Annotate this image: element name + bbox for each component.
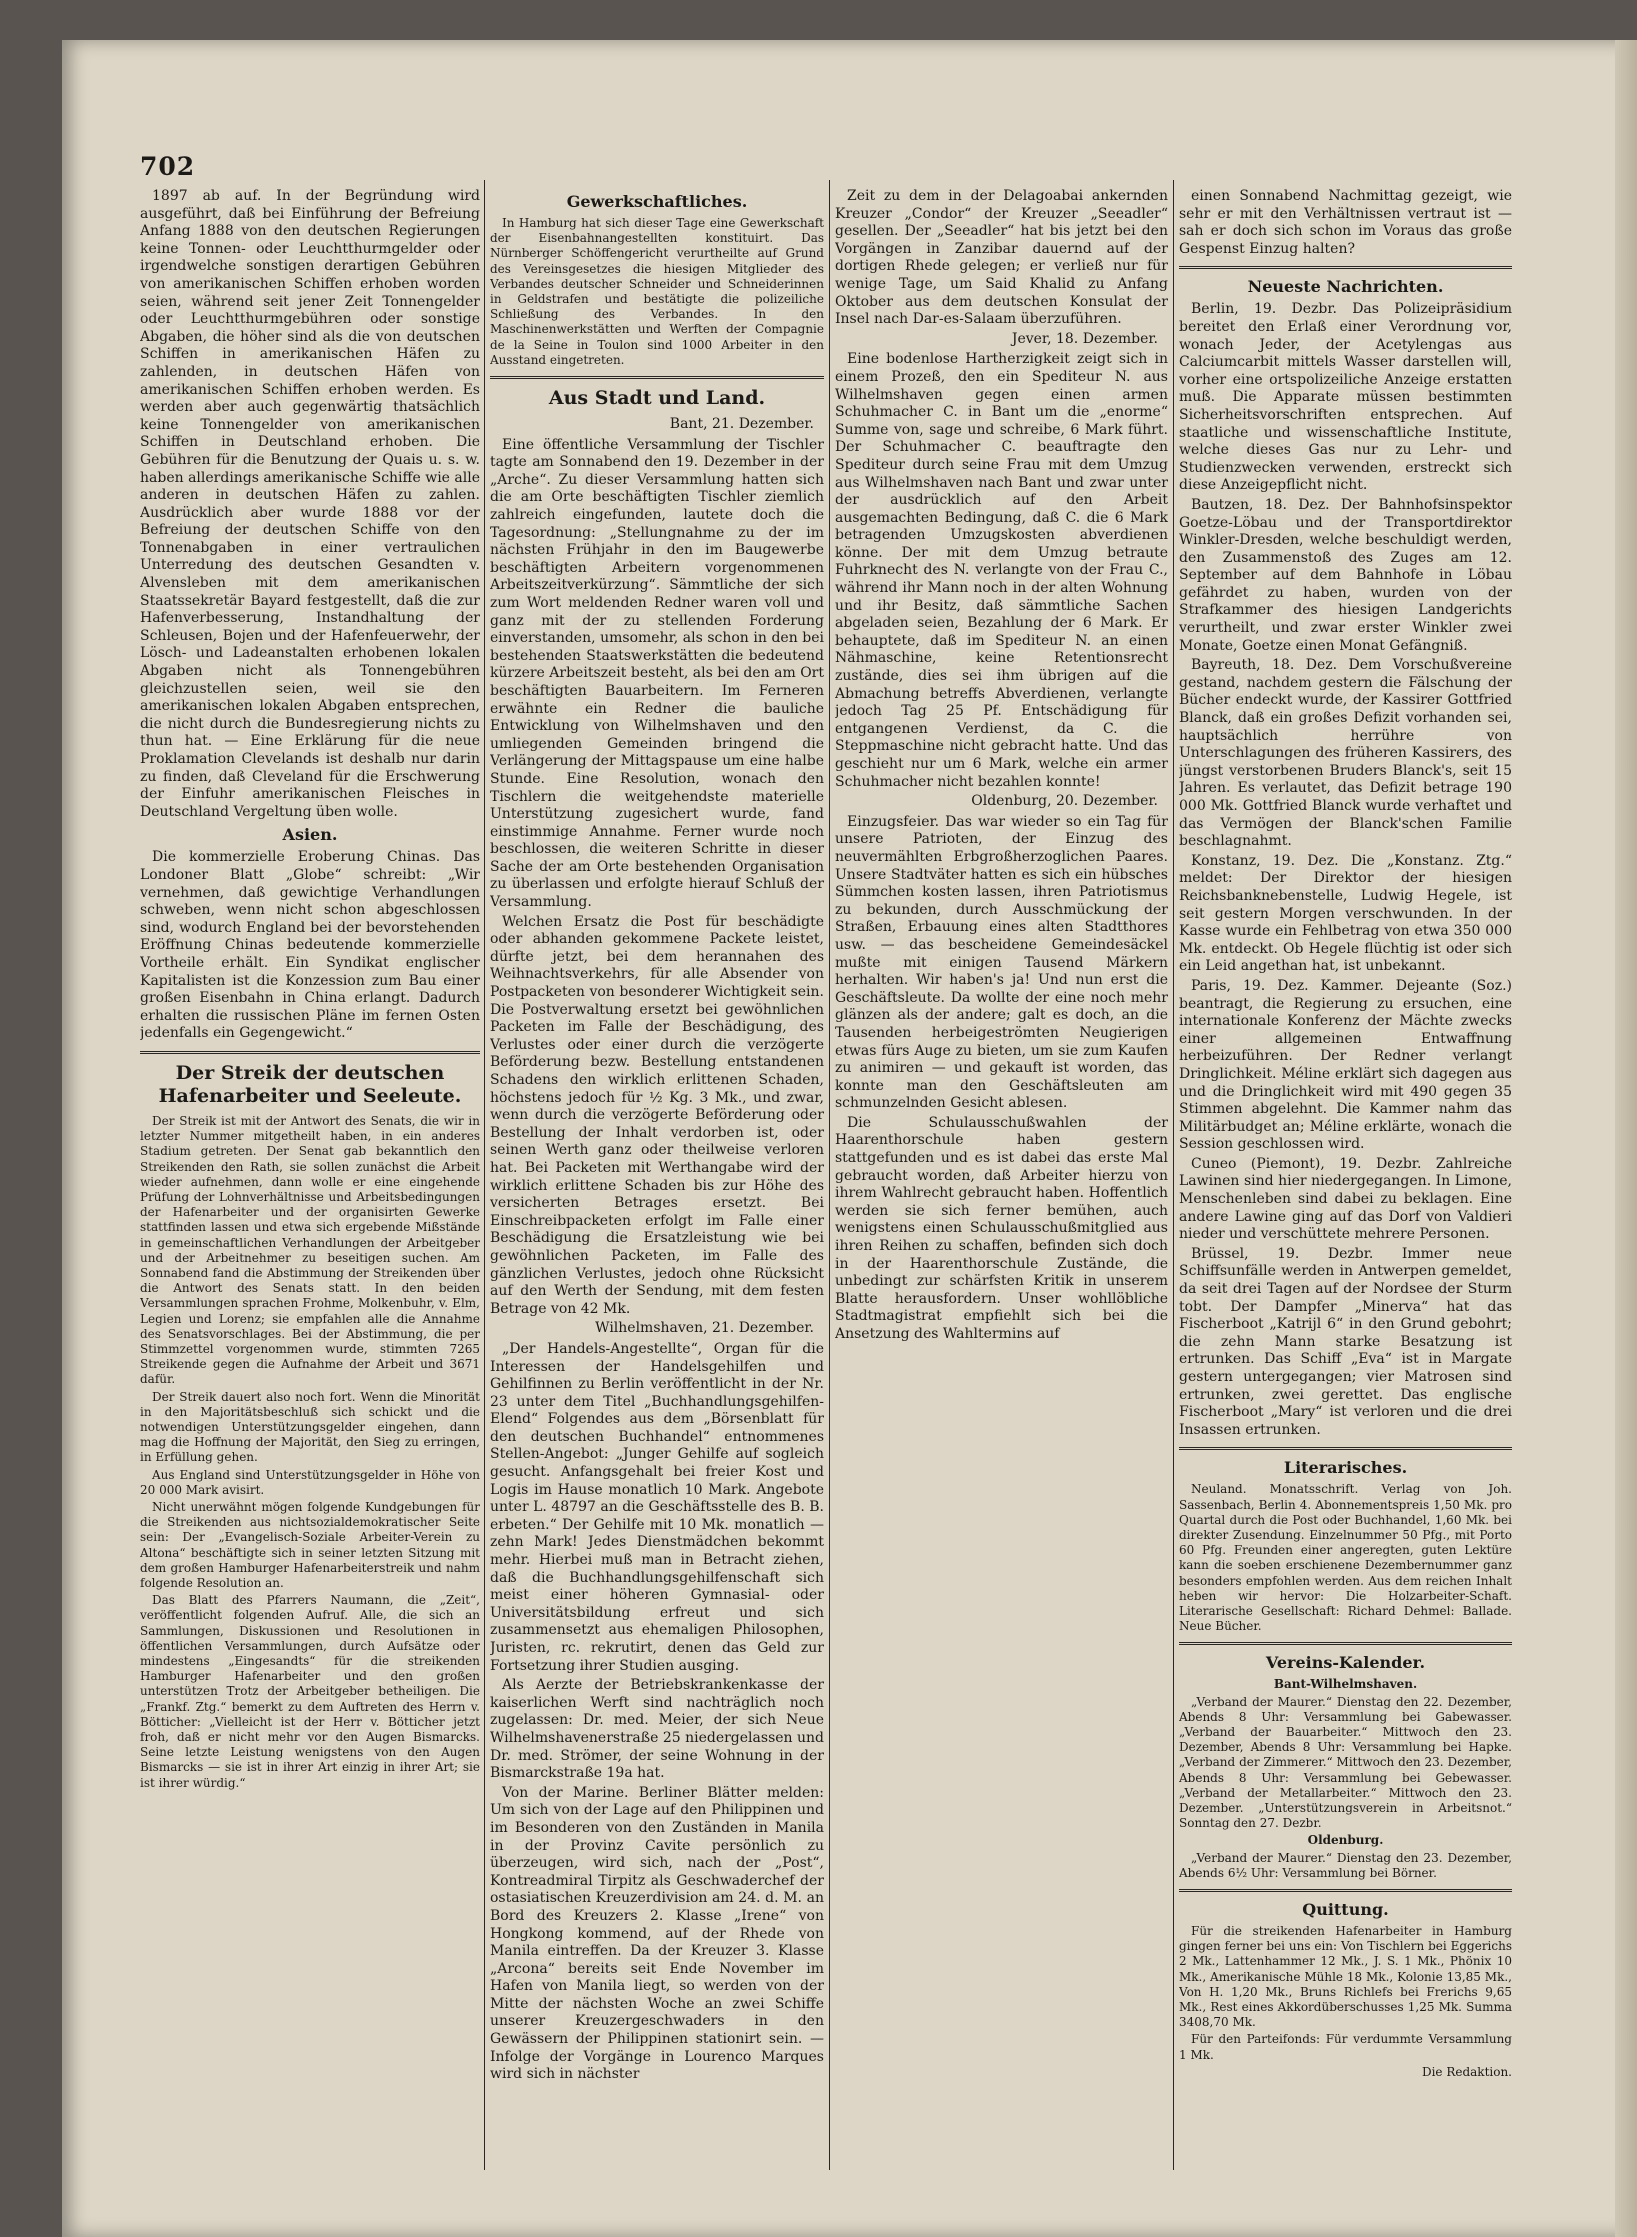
column-3 xyxy=(835,188,1168,2178)
article-text: Für den Parteifonds: Für verdummte Versammlung 1 Mk. xyxy=(1179,2032,1512,2062)
article-text: Aus England sind Unterstützungsgelder in Höhe von 20 000 Mark avisirt. xyxy=(140,1467,480,1497)
article-text: Cuneo (Piemont), 19. Dezbr. Zahlreiche Lawinen sind hier niedergegangen. In Limone, Menschenleben sind dabei zu beklagen. Eine andere Lawine ging auf das Dorf von Valdieri nieder und verschüttete mehrere Personen. xyxy=(1179,1155,1512,1243)
dateline: Oldenburg, 20. Dezember. xyxy=(971,793,1158,810)
column-2 xyxy=(490,188,824,2178)
article-text: Nicht unerwähnt mögen folgende Kundgebungen für die Streikenden aus nichtsozialdemokratischer Seite sein: Der „Evangelisch-Soziale Arbeiter-Verein zu Altona“ beschäftigte sich in seiner letzten Sitzung mit dem großen Hamburger Hafenarbeiterstreik und nahm folgende Resolution an. xyxy=(140,1499,480,1590)
section-heading: Gewerkschaftliches. xyxy=(566,192,748,211)
article-headline: Der Streik der deutschen Hafenarbeiter und Seeleute. xyxy=(158,1061,462,1107)
dateline: Wilhelmshaven, 21. Dezember. xyxy=(595,1320,814,1337)
article-text: 1897 ab auf. In der Begründung wird ausgeführt, daß bei Einführung der Befreiung Anfang 1888 von den deutschen Regierungen keine Tonnen- oder Leuchtthurmgelder oder irgendwelche sonstigen derartigen Gebühren von amerikanischen Schiffen erhoben worden seien, während seit jener Zeit Tonnengelder oder Leuchtthurmgebühren oder sonstige Abgaben, die höher sind als die von deutschen Schiffen in amerikanischen Häfen zu zahlenden, in deutschen Häfen von amerikanischen Schiffen erhoben werden. Es werden aber auch gegenwärtig thatsächlich keine Tonnengelder von amerikanischen Schiffen in Deutschland erhoben. Die Gebühren für die Benutzung der Quais u. s. w. haben allerdings amerikanische Schiffe wie alle anderen in deutschen Häfen zu zahlen. Ausdrücklich aber wurde 1888 vor der Befreiung der deutschen Schiffe von den Tonnenabgaben in einer vertraulichen Unterredung des deutschen Gesandten v. Alvensleben mit dem amerikanischen Staatssekretär Bayard festgestellt, daß die zur Hafenverbesserung, Instandhaltung der Schleusen, Bojen und der Hafenfeuerwehr, der Lösch- und Ladeanstalten erhobenen lokalen Abgaben nicht als Tonnengebühren gleichzustellen seien, weil sie den amerikanischen lokalen Abgaben entsprechen, die nicht durch die Bundesregierung nichts zu thun hat. — Eine Erklärung für die neue Proklamation Clevelands ist deshalb nur darin zu finden, daß Cleveland für die Erschwerung der Einfuhr amerikanischen Fleisches in Deutschland Vergeltung üben wolle. xyxy=(140,188,480,820)
article-text: Brüssel, 19. Dezbr. Immer neue Schiffsunfälle werden in Antwerpen gemeldet, da seit drei Tagen auf der Nordsee der Sturm tobt. Der Dampfer „Minerva“ hat das Fischerboot „Katrijl 6“ in den Grund gebohrt; die zehn Mann starke Besatzung ist ertrunken. Das Schiff „Eva“ ist in Margate gestern untergegangen; vier Matrosen sind ertrunken, zwei gerettet. Das englische Fischerboot „Mary“ ist verloren und die drei Insassen ertrunken. xyxy=(1179,1245,1512,1438)
section-divider xyxy=(1179,1642,1512,1645)
column-rule xyxy=(484,180,485,2170)
article-text: Eine öffentliche Versammlung der Tischler tagte am Sonnabend den 19. Dezember in der „Arche“. Zu dieser Versammlung hatten sich die am Orte beschäftigten Tischler ziemlich zahlreich eingefunden, lautete doch die Tagesordnung: „Stellungnahme zu der im nächsten Frühjahr in den im Baugewerbe beschäftigten Arbeitern vorgenommenen Arbeitszeitverkürzung“. Sämmtliche der sich zum Wort meldenden Redner waren voll und ganz mit der zu stellenden Forderung einverstanden, umsomehr, als schon in den bei bestehenden Staatswerkstätten die bedeutend kürzere Arbeitszeit besteht, als bei den am Ort beschäftigten Bauarbeitern. Im Ferneren erwähnte ein Redner die bauliche Entwicklung von Wilhelmshaven und den umliegenden Gemeinden bringend die Verlängerung der Mittagspause um eine halbe Stunde. Eine Resolution, wonach den Tischlern die weitgehendste materielle Unterstützung zugesichert wurde, fand einstimmige Annahme. Ferner wurde noch beschlossen, die weiteren Schritte in dieser Sache der am Orte bestehenden Organisation zu überlassen und erfolgte hierauf Schluß der Versammlung. xyxy=(490,436,824,911)
article-text: Von der Marine. Berliner Blätter melden: Um sich von der Lage auf den Philippinen und im Besonderen von den Zuständen in Manila in der Provinz Cavite persönlich zu überzeugen, wird sich, nach der „Post“, Kontreadmiral Tirpitz als Geschwaderchef der ostasiatischen Kreuzerdivision am 24. d. M. an Bord des Kreuzers 2. Klasse „Irene“ von Hongkong kommend, auf der Rhede von Manila eintreffen. Da der Kreuzer 3. Klasse „Arcona“ bereits seit Ende November im Hafen von Manila liegt, so werden von der Mitte der nächsten Woche an zwei Schiffe unserer Kreuzergeschwaders in den Gewässern der Philippinen stationirt sein. — Infolge der Vorgänge in Lourenco Marques wird sich in nächster xyxy=(490,1784,824,2083)
article-text: einen Sonnabend Nachmittag gezeigt, wie sehr er mit den Verhältnissen vertraut ist — sah er doch sich schon im Voraus das große Gespenst Einzug halten? xyxy=(1179,188,1512,257)
article-text: Die Schulausschußwahlen der Haarenthorschule haben gestern stattgefunden und es ist dabei das erste Mal gebraucht worden, daß Arbeiter hierzu von ihrem Wahlrecht gebraucht haben. Hoffentlich werden sie sich ferner bemühen, auch wenigstens einen Schulausschußmitglied aus ihren Reihen zu schaffen, befinden sich doch in der Haarenthorschule Zustände, die unbedingt zur schärfsten Kritik in unserem Blatte herausfordern. Unser wohllöbliche Stadtmagistrat empfiehlt sich bei die Ansetzung des Wahltermins auf xyxy=(835,1114,1168,1342)
dateline: Bant, 21. Dezember. xyxy=(669,416,814,433)
section-subheading: Bant-Wilhelmshaven. xyxy=(1273,1677,1418,1692)
signature: Die Redaktion. xyxy=(1421,2064,1512,2079)
section-divider xyxy=(1179,1889,1512,1892)
article-text: In Hamburg hat sich dieser Tage eine Gewerkschaft der Eisenbahnangestellten konstituirt. Das Nürnberger Schöffengericht verurtheilte auf Grund des Vereinsgesetzes die hiesigen Mitglieder des Verbandes deutscher Schneider und Schneiderinnen in Geldstrafen und bestätigte die polizeiliche Schließung des Verbandes. In den Maschinenwerkstätten und Werften der Compagnie de la Seine in Toulon sind 1000 Arbeiter in den Ausstand eingetreten. xyxy=(490,216,824,367)
section-heading: Vereins-Kalender. xyxy=(1265,1653,1426,1673)
column-rule xyxy=(829,180,830,2170)
article-text: Die kommerzielle Eroberung Chinas. Das Londoner Blatt „Globe“ schreibt: „Wir vernehmen, daß gewichtige Verhandlungen schweben, wenn nicht schon abgeschlossen sind, wodurch England bei der bevorstehenden Eröffnung Chinas bedeutende kommerzielle Vortheile erhält. Ein Syndikat englischer Kapitalisten ist die Konzession zum Bau einer großen Eisenbahn in China erlangt. Dadurch erhalten die russischen Pläne im fernen Osten jedenfalls ein Gegengewicht.“ xyxy=(140,849,480,1042)
section-subheading: Oldenburg. xyxy=(1307,1833,1384,1848)
section-heading: Neueste Nachrichten. xyxy=(1247,277,1444,297)
section-heading: Asien. xyxy=(282,825,338,845)
page-edge xyxy=(1615,40,1637,2237)
article-text: Bayreuth, 18. Dez. Dem Vorschußvereine gestand, nachdem gestern die Fälschung der Bücher endeckt wurde, der Kassirer Gottfried Blanck, daß ein großes Defizit vorhanden sei, hauptsächlich herrühre von Unterschlagungen des früheren Kassirers, des jüngst verstorbenen Bruders Blanck's, seit 15 Jahren. Es verlautet, das Defizit betrage 190 000 Mk. Gottfried Blanck wurde verhaftet und das Vermögen der Blanck'schen Familie beschlagnahmt. xyxy=(1179,657,1512,850)
article-text: Welchen Ersatz die Post für beschädigte oder abhanden gekommene Packete leistet, dürfte jetzt, bei dem herannahen des Weihnachtsverkehrs, für alle Absender von Postpacketen von besonderer Wichtigkeit sein. Die Postverwaltung ersetzt bei gewöhnlichen Packeten im Falle der Beschädigung, des Verlustes oder einer durch die verzögerte Beförderung bezw. Bestellung entstandenen Schadens den wirklich erlittenen Schaden, höchstens jedoch für ½ Kg. 3 Mk., und zwar, wenn durch die verzögerte Beförderung oder Bestellung der Inhalt verdorben ist, oder seinen Werth ganz oder theilweise verloren hat. Bei Packeten mit Werthangabe wird der wirklich erlittene Schaden bis zur Höhe des versicherten Betrages ersetzt. Bei Einschreibpacketen erfolgt im Falle einer Beschädigung die Ersatzleistung wie bei gewöhnlichen Packeten, im Falle des gänzlichen Verlustes, jedoch ohne Rücksicht auf den Werth der Sendung, mit dem festen Betrage von 42 Mk. xyxy=(490,913,824,1317)
section-divider xyxy=(1179,1447,1512,1450)
dateline: Jever, 18. Dezember. xyxy=(1011,330,1158,347)
article-text: Paris, 19. Dez. Kammer. Dejeante (Soz.) beantragt, die Regierung zu ersuchen, eine internationale Konferenz der Mächte zwecks einer allgemeinen Entwaffnung herbeizuführen. Der Redner verlangt Dringlichkeit. Méline erklärt sich dagegen aus und die Dringlichkeit wird mit 490 gegen 35 Stimmen abgelehnt. Die Kammer nahm das Militärbudget an; Méline erklärte, wonach die Session geschlossen wird. xyxy=(1179,977,1512,1153)
article-text: Der Streik dauert also noch fort. Wenn die Minorität in den Majoritätsbeschluß sich schickt und die notwendigen Unterstützungsgelder eingehen, dann mag die Hoffnung der Majorität, den Sieg zu erringen, in Erfüllung gehen. xyxy=(140,1389,480,1465)
article-text: „Der Handels-Angestellte“, Organ für die Interessen der Handelsgehilfen und Gehilfinnen zu Berlin veröffentlicht in der Nr. 23 unter dem Titel „Buchhandlungsgehilfen-Elend“ Folgendes aus dem „Börsenblatt für den deutschen Buchhandel“ entnommenes Stellen-Angebot: „Junger Gehilfe auf sogleich gesucht. Anfangsgehalt bei freier Kost und Logis im Hause monatlich 10 Mark. Angebote unter L. 48797 an die Geschäftsstelle des B. B. erbeten.“ Der Gehilfe mit 10 Mk. monatlich — zehn Mark! Jedes Dienstmädchen bekommt mehr. Hierbei muß man in Betracht ziehen, daß die Buchhandlungsgehilfenschaft sich meist einer höheren Gymnasial- oder Universitätsbildung erfreut und sich zusammensetzt aus ehemaligen Philosophen, Juristen, rc. rekrutirt, denen das Geld zur Fortsetzung ihrer Studien ausging. xyxy=(490,1340,824,1674)
article-text: Für die streikenden Hafenarbeiter in Hamburg gingen ferner bei uns ein: Von Tischlern bei Eggerichs 2 Mk., Lattenhammer 12 Mk., J. S. 1 Mk., Phönix 10 Mk., Amerikanische Mühle 18 Mk., Kolonie 13,85 Mk., Von H. 1,20 Mk., Bruns Richlefs bei Frerichs 9,65 Mk., Rest eines Akkordüberschusses 1,25 Mk. Summa 3408,70 Mk. xyxy=(1179,1924,1512,2030)
section-divider xyxy=(1179,266,1512,269)
section-heading: Literarisches. xyxy=(1283,1458,1408,1478)
article-text: „Verband der Maurer.“ Dienstag den 23. Dezember, Abends 6½ Uhr: Versammlung bei Börner. xyxy=(1179,1850,1512,1880)
article-text: Einzugsfeier. Das war wieder so ein Tag für unsere Patrioten, der Einzug des neuvermählten Erbgroßherzoglichen Paares. Unsere Stadtväter hatten es sich ein hübsches Sümmchen kosten lassen, ihren Patriotismus zu bekunden, durch Ausschmückung der Straßen, Erbauung eines alten Stadtthores usw. — das bescheidene Gemeindesäckel mußte mit einigen Tausend Märkern herhalten. Wir haben's ja! Und nun erst die Geschäftsleute. Da wollte der eine noch mehr glänzen als der andere; galt es doch, an die Tausenden herbeigeströmten Neugierigen etwas fürs Auge zu bieten, um sie zum Kaufen zu animiren — und gekauft ist worden, das konnte man den Geschäftsleuten am schmunzelnden Gesicht ablesen. xyxy=(835,813,1168,1112)
article-text: Eine bodenlose Hartherzigkeit zeigt sich in einem Prozeß, den ein Spediteur N. aus Wilhelmshaven gegen einen armen Schuhmacher C. in Bant um die „enorme“ Summe von, sage und schreibe, 6 Mark führt. Der Schuhmacher C. beauftragte den Spediteur durch seine Frau mit dem Umzug aus Wilhelmshaven nach Bant und zwar unter der ausdrücklich auf den Arbeit ausgemachten Bedingung, daß C. die 6 Mark betragenden Umzugskosten abverdienen könne. Der mit dem Umzug betraute Fuhrknecht des N. verlangte von der Frau C., während ihr Mann noch in der alten Wohnung und ihr Besitz, daß sämmtliche Sachen abgeladen seien, Bezahlung der 6 Mark. Er behauptete, daß im Spediteur N. an einen Nähmaschine, keine Retentionsrecht zustände, dies sei ihm übrigen auf die Abmachung betreffs Abverdienen, verlangte jedoch Tag 25 Pf. Entschädigung für entgangenen Verdienst, da C. die Steppmaschine nicht gebracht hatte. Und das geschieht nur um 6 Mark, welche ein armer Schuhmacher nicht bezahlen konnte! xyxy=(835,351,1168,790)
column-1 xyxy=(140,188,480,2178)
article-text: Konstanz, 19. Dez. Die „Konstanz. Ztg.“ meldet: Der Direktor der hiesigen Reichsbanknebenstelle, Ludwig Hegele, ist seit gestern Morgen verschwunden. In der Kasse wurde ein Fehlbetrag von etwa 350 000 Mk. entdeckt. Ob Hegele flüchtig ist oder sich ein Leid angethan hat, ist unbekannt. xyxy=(1179,852,1512,975)
section-divider xyxy=(140,1051,480,1054)
section-heading: Quittung. xyxy=(1302,1900,1389,1920)
article-text: Zeit zu dem in der Delagoabai ankernden Kreuzer „Condor“ der Kreuzer „Seeadler“ gesellen. Der „Seeadler“ hat bis jetzt bei den Vorgängen in Zanzibar dauernd auf der dortigen Rhede gelegen; er verließ nur für wenige Tage, um Said Khalid zu Anfang Oktober aus dem deutschen Konsulat der Insel nach Dar-es-Salaam überzuführen. xyxy=(835,188,1168,328)
article-text: Neuland. Monatsschrift. Verlag von Joh. Sassenbach, Berlin 4. Abonnementspreis 1,50 Mk. pro Quartal durch die Post oder Buchhandel, 1,60 Mk. bei direkter Zusendung. Einzelnummer 50 Pfg., mit Porto 60 Pfg. Freunden einer angeregten, guten Lektüre kann die soeben erschienene Dezembernummer ganz besonders empfohlen werden. Aus dem reichen Inhalt heben wir hervor: Die Holzarbeiter-Schaft. Literarische Gesellschaft: Richard Dehmel: Ballade. Neue Bücher. xyxy=(1179,1482,1512,1634)
article-text: „Verband der Maurer.“ Dienstag den 22. Dezember, Abends 8 Uhr: Versammlung bei Gabewasser. „Verband der Bauarbeiter.“ Mittwoch den 23. Dezember, Abends 8 Uhr: Versammlung bei Hapke. „Verband der Zimmerer.“ Mittwoch den 23. Dezember, Abends 8 Uhr: Versammlung bei Gebewasser. „Verband der Metallarbeiter.“ Mittwoch den 23. Dezember. „Unterstützungsverein in Arbeitsnot.“ Sonntag den 27. Dezbr. xyxy=(1179,1694,1512,1831)
article-text: Berlin, 19. Dezbr. Das Polizeipräsidium bereitet den Erlaß einer Verordnung vor, wonach Jeder, der Acetylengas aus Calciumcarbit mittels Wasser darstellen will, vorher eine ortspolizeiliche Anzeige erstatten muß. Die Apparate müssen bestimmten Sicherheitsvorschriften entsprechen. Auf staatliche und wissenschaftliche Institute, welche dieses Gas nur zu Lehr- und Studienzwecken verwenden, erstreckt sich diese Anzeigepflicht nicht. xyxy=(1179,301,1512,494)
section-heading: Aus Stadt und Land. xyxy=(548,387,766,410)
article-text: Das Blatt des Pfarrers Naumann, die „Zeit“, veröffentlicht folgenden Aufruf. Alle, die sich an Sammlungen, Diskussionen und Resolutionen in öffentlichen Versammlungen, durch Aufsätze oder mindestens „Eingesandts“ für die streikenden Hamburger Hafenarbeiter und den großen unterstützen Trotz der Arbeitgeber betheiligen. Die „Frankf. Ztg.“ bemerkt zu dem Auftreten des Herrn v. Bötticher: „Vielleicht ist der Herr v. Bötticher jetzt froh, daß er nicht mehr vor den Augen Bismarcks. Seine letzte Leistung wenigstens von den Augen Bismarcks — sie ist in ihrer Art einzig in ihrer Art; sie ist ihrer würdig.“ xyxy=(140,1593,480,1790)
article-text: Bautzen, 18. Dez. Der Bahnhofsinspektor Goetze-Löbau und der Transportdirektor Winkler-Dresden, welche beschuldigt werden, den Zusammenstoß des Zuges am 12. September auf dem Bahnhofe in Löbau gefährdet zu haben, wurden von der Strafkammer des hiesigen Landgerichts verurtheilt, und zwar erster Winkler zwei Monate, Goetze einen Monat Gefängniß. xyxy=(1179,496,1512,654)
article-text: Als Aerzte der Betriebskrankenkasse der kaiserlichen Werft sind nachträglich noch zugelassen: Dr. med. Meier, der sich Neue Wilhelmshavenerstraße 25 niedergelassen und Dr. med. Strömer, der seine Wohnung in der Bismarckstraße 19a hat. xyxy=(490,1677,824,1782)
column-4 xyxy=(1179,188,1512,2178)
section-divider xyxy=(490,376,824,379)
article-text: Der Streik ist mit der Antwort des Senats, die wir in letzter Nummer mitgetheilt haben, in ein anderes Stadium getreten. Der Senat gab bekanntlich den Streikenden den Rath, sie sollen zunächst die Arbeit wieder aufnehmen, dann wolle er eine eingehende Prüfung der Lohnverhältnisse und Arbeitsbedingungen der Hafenarbeiter und der organisirten Gewerke stattfinden lassen und etwa sich ergebende Mißstände in gemeinschaftlichen Verhandlungen der Arbeitgeber und der Arbeitnehmer zu beseitigen suchen. Am Sonnabend fand die Abstimmung der Streikenden über die Antwort des Senats statt. In den beiden Versammlungen sprachen Frohme, Molkenbuhr, v. Elm, Legien und Lorenz; sie empfahlen alle die Annahme des Senatsvorschlages. Bei der Abstimmung, die per Stimmzettel vorgenommen wurde, stimmten 7265 Streikende gegen die Aufnahme der Arbeit und 3671 dafür. xyxy=(140,1113,480,1387)
page-number: 702 xyxy=(140,152,196,181)
column-rule xyxy=(1173,180,1174,2170)
